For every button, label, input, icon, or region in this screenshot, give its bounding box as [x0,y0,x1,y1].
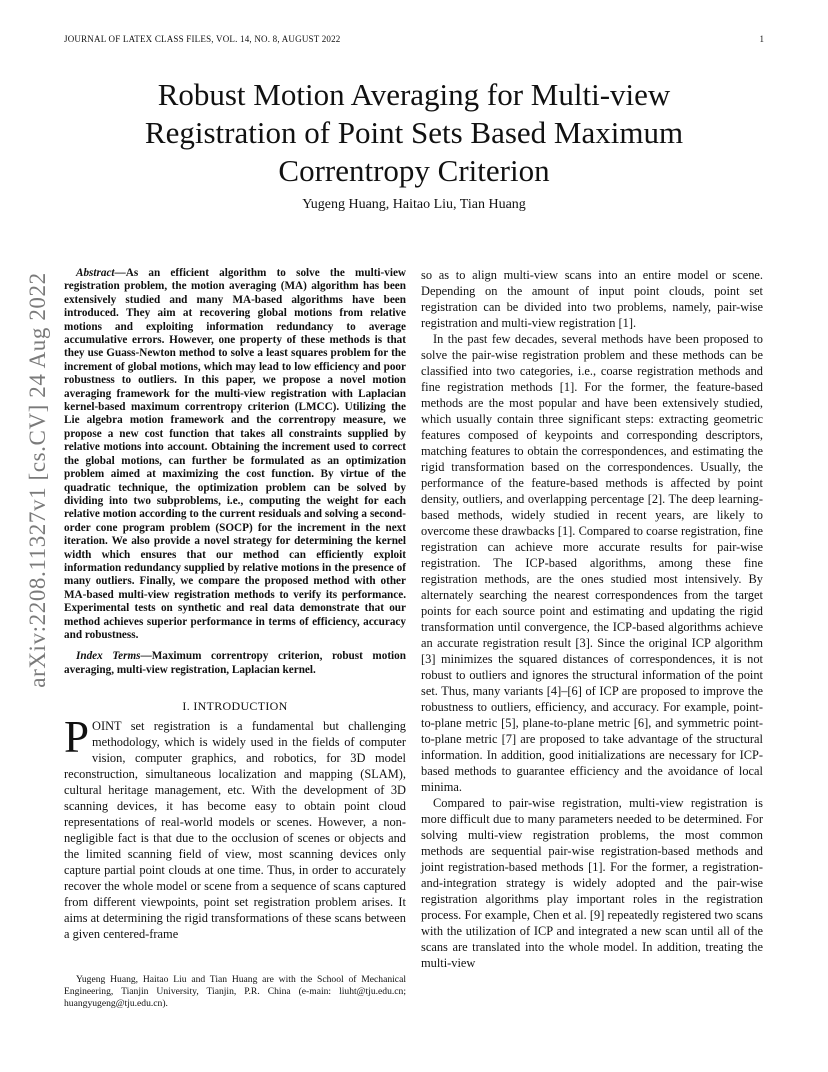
arxiv-stamp [18,272,58,688]
introduction-paragraph [64,712,406,942]
abstract [64,267,406,642]
paper-authors: Yugeng Huang, Haitao Liu, Tian Huang [302,197,526,212]
section-heading: I. INTRODUCTION [182,699,288,714]
paper-title: Robust Motion Averaging for Multi-view Registration of Point Sets Based Maximum Correntropy Criterion [144,77,684,188]
abstract-label: Abstract [76,267,115,279]
index-terms-label: Index Terms [76,650,141,663]
index-terms [64,650,406,677]
drop-cap: P [64,712,90,763]
arxiv-stamp-text: arXiv:2208.11327v1 [cs.CV] 24 Aug 2022 [25,272,50,688]
right-paragraph-1: so as to align multi-view scans into an entire model or scene. Depending on the amount of input point clouds, point set registration can be divided into two problems, namely, pair-wise registration and multi-view registration [1]. [421,268,763,330]
left-column [64,267,406,942]
right-paragraph-2: In the past few decades, several methods have been proposed to solve the pair-wise registration problem and these methods can be classified into two categories, i.e., coarse registration methods and fine registration methods [1]. For the former, the feature-based methods are the most popular and have been extensively studied, which usually contain three significant steps: extracting geometric features composed of keypoints and corresponding descriptors, matching features to obtain the correspondences, and estimating the rigid transformation based on the correspondences. Usually, the performance of the feature-based methods is affected by point density, outliers, and overlapping percentage [2]. The deep learning-based methods, widely studied in recent years, are likely to overcome these drawbacks [1]. Compared to coarse registration, fine registration can achieve more accurate results for pair-wise registration. The ICP-based algorithms, among these fine registration methods, are the ones studied most intensively. By alternately searching the nearest correspondences from the target points for each source point and estimating and updating the rigid transformation until convergence, the ICP-based algorithms achieve an accurate registration result [3]. Since the original ICP algorithm [3] minimizes the squared distances of correspondences, it is not robust to outliers and ignores the structural information of the point set. Thus, many variants [4]–[6] of ICP are proposed to improve the robustness to outliers, efficiency, and accuracy. For example, point-to-plane metric [5], plane-to-plane metric [6], and symmetric point-to-plane metric [7] are proposed to take advantage of the structural information. In addition, good initializations are necessary for ICP-based methods to guarantee efficiency and the avoidance of local minima. [421,332,763,794]
index-terms-text: —Maximum correntropy criterion, robust motion averaging, multi-view registration, Laplacian kernel. [64,650,406,676]
introduction-text: OINT set registration is a fundamental but challenging methodology, which is widely used in the fields of computer vision, computer graphics, and robotics, for 3D model reconstruction, simultaneous localization and mapping (SLAM), cultural heritage management, etc. With the development of 3D scanning devices, it has become easy to obtain point cloud representations of real-world models or scenes. However, a non-negligible fact is that due to the occlusion of scenes or objects and the limited scanning field of view, most scanning devices only capture partial point clouds at one time. Thus, in order to accurately recover the whole model or scene from a sequence of scans captured from different viewpoints, point set registration problem arises. It aims at determining the rigid transformations of these scans between a given centered-frame [64,719,406,942]
abstract-text: —As an efficient algorithm to solve the multi-view registration problem, the motion averaging (MA) algorithm has been extensively studied and many MA-based algorithms have been introduced. They aim at recovering global motions from relative motions and exploiting information redundancy to average accumulative errors. However, one property of these methods is that they use Guass-Newton method to solve a least squares problem for the increment of global motions, which may lead to low efficiency and poor robustness to outliers. In this paper, we propose a novel motion averaging framework for the multi-view registration with Laplacian kernel-based maximum correntropy criterion (LMCC). Utilizing the Lie algebra motion framework and the correntropy measure, we propose a new cost function that takes all constraints supplied by relative motions into account. Obtaining the increment used to correct the global motions, can further be formulated as an optimization problem aimed at maximizing the cost function. By virtue of the quadratic technique, the optimization problem can be solved by dividing into two subproblems, i.e., computing the weight for each relative motion according to the current residuals and solving a second-order cone program problem (SOCP) for the increment in the next iteration. We also provide a novel strategy for determining the kernel width which ensures that our method can efficiently exploit information redundancy supplied by relative motions in the presence of many outliers. Finally, we compare the proposed method with other MA-based multi-view registration methods to verify its performance. Experimental tests on synthetic and real data demonstrate that our method achieves superior performance in terms of efficiency, accuracy and robustness. [64,267,406,641]
running-head: JOURNAL OF LATEX CLASS FILES, VOL. 14, NO. 8, AUGUST 2022 [64,34,341,44]
page-number: 1 [759,34,764,44]
right-paragraph-3: Compared to pair-wise registration, multi-view registration is more difficult due to many parameters needed to be determined. For solving multi-view registration problems, the most common methods are sequential pair-wise registration-based methods and joint registration-based methods [1]. For the former, a registration-and-integration strategy is widely adopted and the pair-wise registration algorithms play important roles in the registration process. For example, Chen et al. [9] repeatedly registered two scans with the utilization of ICP and integrated a new scan until all of the scans are translated into the whole model. In addition, treating the multi-view [421,796,763,970]
right-column [421,267,763,971]
affiliation-footnote: Yugeng Huang, Haitao Liu and Tian Huang are with the School of Mechanical Engineering, Tianjin University, Tianjin, P.R. China (e-main: liuht@tju.edu.cn; huangyugeng@tju.edu.cn). [64,974,406,1009]
